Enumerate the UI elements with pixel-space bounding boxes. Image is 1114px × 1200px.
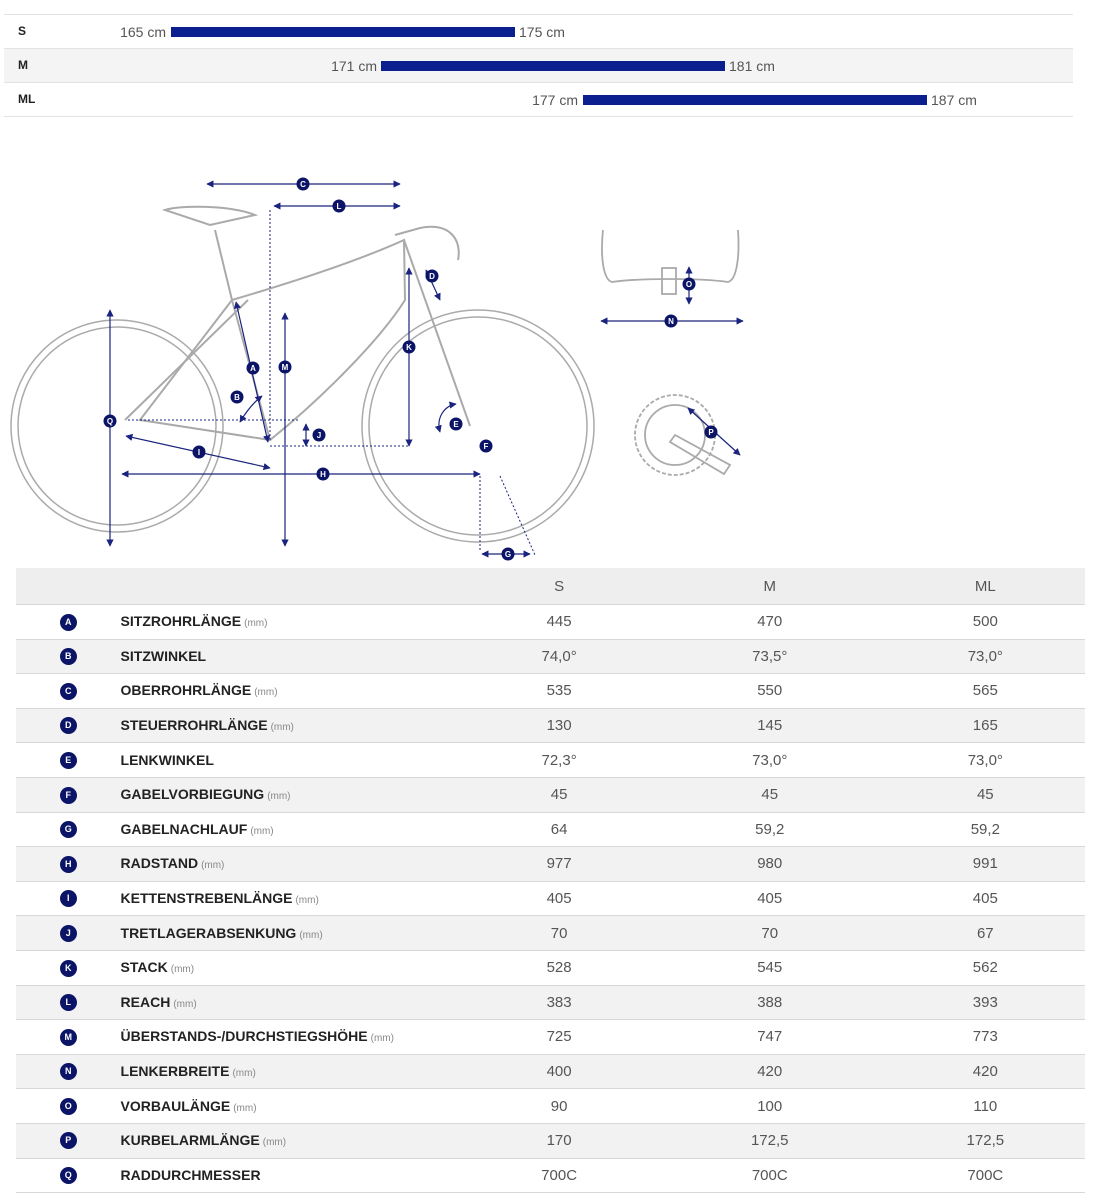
diagram-marker-label: P [708,428,714,437]
table-row [16,605,1085,640]
measurement-unit: (mm) [233,1102,257,1114]
letter-badge: C [60,683,77,700]
range-bar [381,61,725,71]
value-m: 145 [654,708,886,743]
name-cell [121,950,465,985]
diagram-marker-label: O [685,280,693,289]
size-row-m [4,48,1073,82]
name-cell [121,777,465,812]
diagram-marker-label: E [453,420,459,429]
value-ml: 393 [886,985,1085,1020]
value-ml: 565 [886,674,1085,709]
value-s: 72,3° [464,743,653,778]
diagram-marker-label: D [429,272,435,281]
diagram-marker-label: M [281,363,289,372]
value-s: 977 [464,847,653,882]
range-max: 175 cm [519,24,565,40]
table-header-row [16,568,1085,605]
table-row [16,847,1085,882]
measurement-name: REACH [120,993,171,1010]
value-ml: 500 [886,605,1085,640]
diagram-marker-label: J [316,431,322,440]
value-ml: 73,0° [886,743,1085,778]
value-s: 74,0° [464,639,653,674]
name-cell [121,812,465,847]
name-cell [121,985,465,1020]
measurement-name: SITZWINKEL [120,647,207,664]
measurement-unit: (mm) [370,1033,394,1045]
name-cell [121,847,465,882]
value-s: 90 [464,1089,653,1124]
measurement-unit: (mm) [299,929,323,941]
measurement-name: LENKERBREITE [120,1063,230,1080]
measurement-name: SITZROHRLÄNGE [120,613,242,630]
letter-badge: D [60,717,77,734]
name-cell [121,1123,465,1158]
measurement-unit: (mm) [173,998,197,1010]
measurement-name: TRETLAGERABSENKUNG [120,924,297,941]
value-m: 70 [654,916,886,951]
letter-badge: M [60,1029,77,1046]
value-s: 700C [464,1158,653,1193]
value-m: 73,0° [654,743,886,778]
diagram-marker-label: N [668,317,674,326]
measurement-name: GABELVORBIEGUNG [120,786,265,803]
letter-cell [16,916,121,951]
table-row [16,674,1085,709]
value-s: 445 [464,605,653,640]
header-size-ml: ML [886,568,1085,605]
letter-cell [16,743,121,778]
letter-badge: G [60,821,77,838]
name-cell [121,743,465,778]
handlebar-drawing [602,230,739,294]
range-min: 171 cm [331,58,377,74]
letter-cell [16,847,121,882]
value-ml: 45 [886,777,1085,812]
name-cell [121,916,465,951]
value-s: 383 [464,985,653,1020]
letter-badge: K [60,960,77,977]
measurement-unit: (mm) [295,895,319,907]
value-ml: 405 [886,881,1085,916]
value-s: 45 [464,777,653,812]
letter-cell [16,881,121,916]
letter-cell [16,1123,121,1158]
measurement-unit: (mm) [232,1068,256,1080]
value-ml: 172,5 [886,1123,1085,1158]
measurement-name: OBERROHRLÄNGE [120,682,252,699]
value-ml: 420 [886,1054,1085,1089]
measurement-name: KETTENSTREBENLÄNGE [120,890,293,907]
range-max: 181 cm [729,58,775,74]
value-m: 700C [654,1158,886,1193]
diagram-marker-label: I [197,448,201,457]
letter-cell [16,1020,121,1055]
value-ml: 59,2 [886,812,1085,847]
value-ml: 700C [886,1158,1085,1193]
letter-cell [16,1158,121,1193]
range-min: 177 cm [532,92,578,108]
value-ml: 562 [886,950,1085,985]
diagram-letter-markers [104,178,718,561]
letter-badge: L [60,994,77,1011]
header-name [121,568,465,605]
letter-cell [16,639,121,674]
measurement-name: VORBAULÄNGE [120,1097,231,1114]
size-row-ml [4,82,1073,117]
value-m: 73,5° [654,639,886,674]
name-cell [121,639,465,674]
value-ml: 67 [886,916,1085,951]
diagram-marker-label: Q [106,417,114,426]
name-cell [121,1054,465,1089]
value-ml: 991 [886,847,1085,882]
letter-cell [16,950,121,985]
value-m: 405 [654,881,886,916]
value-ml: 773 [886,1020,1085,1055]
measurement-unit: (mm) [201,860,225,872]
size-label: M [18,58,28,72]
table-row [16,812,1085,847]
value-s: 130 [464,708,653,743]
measurement-name: LENKWINKEL [120,751,214,768]
table-row [16,1054,1085,1089]
letter-cell [16,777,121,812]
name-cell [121,1020,465,1055]
letter-badge: A [60,614,77,631]
value-s: 535 [464,674,653,709]
diagram-marker-label: F [483,442,489,451]
size-label: S [18,24,27,38]
letter-cell [16,1054,121,1089]
value-s: 70 [464,916,653,951]
table-row [16,743,1085,778]
diagram-marker-label: L [336,202,342,211]
letter-badge: Q [60,1167,77,1184]
table-row [16,639,1085,674]
value-m: 550 [654,674,886,709]
value-ml: 165 [886,708,1085,743]
table-row [16,985,1085,1020]
value-s: 64 [464,812,653,847]
value-s: 170 [464,1123,653,1158]
table-row [16,1123,1085,1158]
value-m: 420 [654,1054,886,1089]
table-row [16,708,1085,743]
measurement-name: RADDURCHMESSER [120,1166,261,1183]
table-row [16,777,1085,812]
name-cell [121,881,465,916]
value-m: 388 [654,985,886,1020]
table-row [16,1158,1085,1193]
letter-cell [16,708,121,743]
range-bar [171,27,515,37]
diagram-marker-label: B [234,393,240,402]
measurement-name: RADSTAND [120,855,199,872]
measurement-name: STACK [120,959,168,976]
value-m: 59,2 [654,812,886,847]
value-s: 405 [464,881,653,916]
diagram-marker-label: G [504,550,512,559]
header-size-m: M [654,568,886,605]
letter-badge: B [60,648,77,665]
value-m: 100 [654,1089,886,1124]
measurement-unit: (mm) [267,791,291,803]
diagram-marker-label: K [406,343,412,352]
table-body [16,605,1085,1193]
table-row [16,1089,1085,1124]
value-m: 45 [654,777,886,812]
letter-badge: O [60,1098,77,1115]
bike-wheels [11,310,594,542]
value-m: 545 [654,950,886,985]
value-m: 172,5 [654,1123,886,1158]
bike-frame [125,207,470,440]
measurement-unit: (mm) [170,964,195,976]
value-ml: 73,0° [886,639,1085,674]
table-row [16,1020,1085,1055]
value-m: 747 [654,1020,886,1055]
letter-badge: F [60,787,77,804]
letter-cell [16,605,121,640]
bike-geometry-diagram [0,150,760,570]
letter-badge: I [60,890,77,907]
letter-badge: H [60,856,77,873]
name-cell [121,708,465,743]
value-s: 528 [464,950,653,985]
letter-badge: J [60,925,77,942]
value-ml: 110 [886,1089,1085,1124]
name-cell [121,605,465,640]
measurement-name: ÜBERSTANDS-/DURCHSTIEGSHÖHE [120,1028,368,1045]
range-min: 165 cm [120,24,166,40]
measurement-name: GABELNACHLAUF [120,820,248,837]
letter-cell [16,1089,121,1124]
value-s: 400 [464,1054,653,1089]
name-cell [121,1158,465,1193]
geometry-table [16,568,1085,1193]
measurement-name: KURBELARMLÄNGE [120,1132,260,1149]
letter-cell [16,812,121,847]
measurement-unit: (mm) [254,687,278,699]
diagram-marker-label: C [300,180,306,189]
table-row [16,916,1085,951]
size-range-chart [4,14,1073,117]
measurement-unit: (mm) [262,1137,287,1149]
header-letter [16,568,121,605]
diagram-marker-label: A [250,364,256,373]
name-cell [121,1089,465,1124]
name-cell [121,674,465,709]
letter-badge: N [60,1063,77,1080]
table-row [16,881,1085,916]
range-max: 187 cm [931,92,977,108]
header-size-s: S [464,568,653,605]
value-s: 725 [464,1020,653,1055]
value-m: 980 [654,847,886,882]
measurement-unit: (mm) [270,722,294,734]
size-row-s [4,14,1073,48]
range-bar [583,95,927,105]
letter-badge: E [60,752,77,769]
diagram-marker-label: H [320,470,326,479]
size-label: ML [18,92,36,106]
letter-cell [16,985,121,1020]
letter-badge: P [60,1132,77,1149]
table-row [16,950,1085,985]
measurement-unit: (mm) [244,618,268,630]
measurement-name: STEUERROHRLÄNGE [120,717,268,734]
letter-cell [16,674,121,709]
dimension-lines [110,184,530,554]
measurement-unit: (mm) [250,825,274,837]
value-m: 470 [654,605,886,640]
